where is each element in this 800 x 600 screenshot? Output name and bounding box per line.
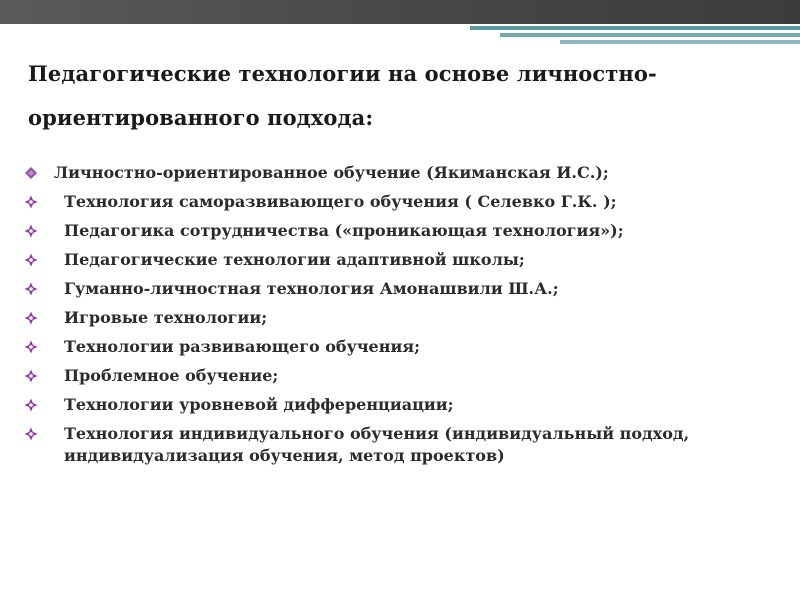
ornament-icon <box>24 195 38 209</box>
accent-stripe <box>500 33 800 37</box>
list-item <box>22 307 792 329</box>
bullet-text: Технологии уровневой дифференциации; <box>64 395 454 414</box>
bullet-text: Игровые технологии; <box>64 308 268 327</box>
ornament-icon <box>24 224 38 238</box>
ornament-icon <box>24 253 38 267</box>
ornament-icon <box>24 340 38 354</box>
accent-stripes <box>470 24 800 50</box>
list-item <box>22 423 792 467</box>
bullet-text: Гуманно-личностная технология Амонашвили Ш.А.; <box>64 279 559 298</box>
ornament-icon <box>24 282 38 296</box>
list-item <box>22 191 792 213</box>
bullet-text: Личностно-ориентированное обучение (Якиманская И.С.); <box>54 163 609 182</box>
slide-title-line-1: Педагогические технологии на основе личностно- <box>28 61 657 86</box>
bullet-text: Педагогика сотрудничества («проникающая технология»); <box>64 221 624 240</box>
top-bar-gradient <box>0 0 800 24</box>
slide-title <box>28 58 768 146</box>
top-bar <box>0 0 800 24</box>
bullet-text: Технология саморазвивающего обучения ( Селевко Г.К. ); <box>64 192 617 211</box>
bullet-text: Проблемное обучение; <box>64 366 279 385</box>
list-item <box>22 365 792 387</box>
bullet-text: Технология индивидуального обучения (индивидуальный подход, индивидуализация обучения, метод проектов) <box>64 424 690 465</box>
list-item <box>22 249 792 271</box>
list-item <box>22 220 792 242</box>
list-item <box>22 336 792 358</box>
diamond-icon <box>24 166 38 180</box>
list-item <box>22 162 792 184</box>
accent-stripe <box>470 26 800 30</box>
accent-stripe <box>560 40 800 44</box>
list-item <box>22 278 792 300</box>
list-item <box>22 394 792 416</box>
ornament-icon <box>24 427 38 441</box>
bullet-text: Педагогические технологии адаптивной школы; <box>64 250 525 269</box>
bullet-text: Технологии развивающего обучения; <box>64 337 421 356</box>
ornament-icon <box>24 398 38 412</box>
bullet-list <box>22 162 792 474</box>
ornament-icon <box>24 369 38 383</box>
slide-title-line-2: ориентированного подхода: <box>28 105 374 130</box>
ornament-icon <box>24 311 38 325</box>
